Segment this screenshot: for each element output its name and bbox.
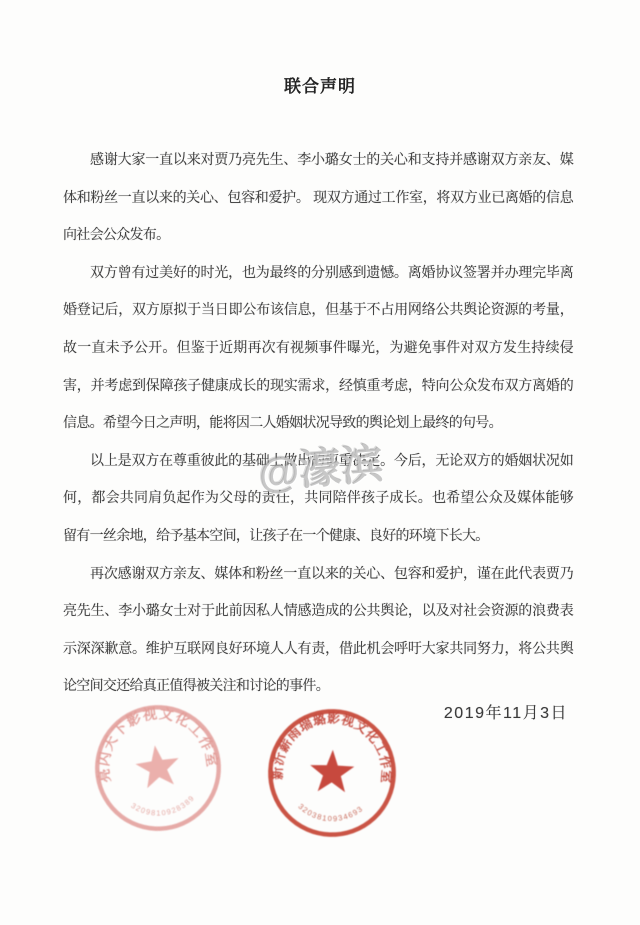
statement-line: 亮先生、李小璐女士对于此前因私人情感造成的公共舆论，以及对社会资源的浪费表 <box>63 602 573 619</box>
svg-text:新沂薪雨瑞璐影视文化工作室 <box>269 709 396 785</box>
seal-right <box>263 704 402 843</box>
statement-line: 故一直未予公开。但鉴于近期再次有视频事件曝光，为避免事件对双方发生持续侵 <box>63 338 573 355</box>
statement-line: 以上是双方在尊重彼此的基础上做出的慎重决定。今后，无论双方的婚姻状况如 <box>90 451 573 468</box>
statement-line: 何，都会共同肩负起作为父母的责任，共同陪伴孩子成长。也希望公众及媒体能够 <box>63 489 573 506</box>
statement-line: 感谢大家一直以来对贾乃亮先生、李小璐女士的关心和支持并感谢双方亲友、媒 <box>90 151 573 167</box>
statement-line: 向社会公众发布。 <box>63 226 170 243</box>
statement-title: 联合声明 <box>284 77 356 96</box>
seal-ring <box>268 709 396 837</box>
statement-line: 信息。希望今日之声明，能将因二人婚姻状况导致的舆论划上最终的句号。 <box>63 414 502 431</box>
seal-number: 3209810928389 <box>129 793 197 818</box>
statement-line: 再次感谢双方亲友、媒体和粉丝一直以来的关心、包容和爱护，谨在此代表贾乃 <box>90 564 573 581</box>
statement-line: 示深深歉意。维护互联网良好环境人人有责，借此机会呼吁大家共同努力，将公共舆 <box>63 639 573 656</box>
statement-line: 论空间交还给真正值得被关注和讨论的事件。 <box>63 677 329 694</box>
star-icon <box>133 742 182 789</box>
seal-ring <box>89 699 226 836</box>
statement-line: 害，并考虑到保障孩子健康成长的现实需求，经慎重考虑，特向公众发布双方离婚的 <box>63 376 573 393</box>
statement-line: 婚登记后，双方原拟于当日即公布该信息，但基于不占用网络公共舆论资源的考量， <box>63 301 573 318</box>
svg-text:3209810928389 <box>129 792 199 821</box>
statement-body <box>63 141 573 705</box>
seal-number: 3203810934693 <box>296 801 366 824</box>
watermark: @濠滨 <box>256 439 385 498</box>
svg-text:3203810934693 <box>296 802 365 825</box>
statement-line: 体和粉丝一直以来的关心、包容和爱护。 现双方通过工作室，将双方业已离婚的信息 <box>63 188 573 205</box>
seal-arc-text: 亮闪天下影视文化工作室 <box>95 704 221 784</box>
statement-line: 留有一丝余地，给予基本空间，让孩子在一个健康、良好的环境下长大。 <box>63 526 489 543</box>
seal-left <box>83 693 232 842</box>
star-icon <box>309 749 355 793</box>
seal-arc-text: 新沂薪雨瑞璐影视文化工作室 <box>269 710 395 785</box>
statement-line: 双方曾有过美好的时光，也为最终的分别感到遗憾。离婚协议签署并办理完毕离 <box>90 263 573 280</box>
statement-date: 2019年11月3日 <box>443 705 568 722</box>
svg-text:亮闪天下影视文化工作室 <box>88 697 221 783</box>
